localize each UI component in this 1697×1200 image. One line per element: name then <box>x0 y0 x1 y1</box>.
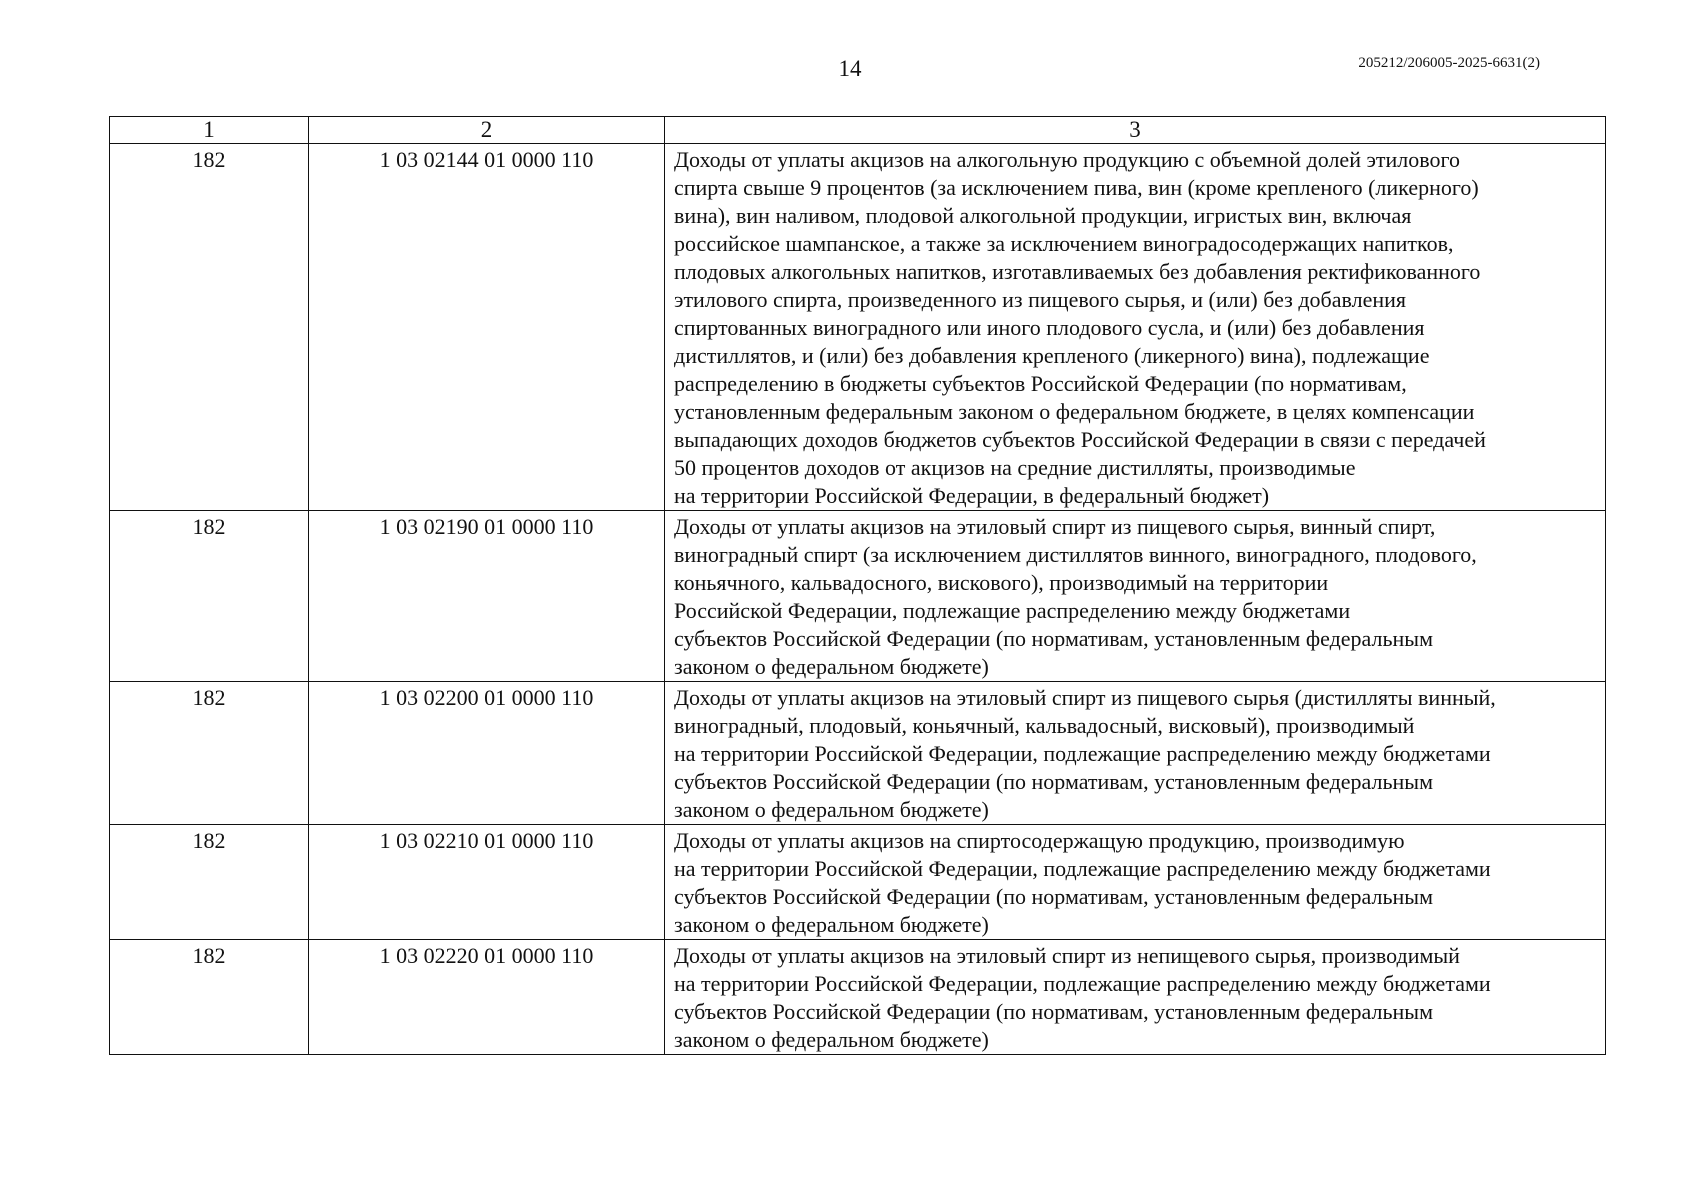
income-codes-table <box>109 116 1606 1055</box>
table-row <box>110 144 1606 511</box>
income-code-cell: 1 03 02190 01 0000 110 <box>309 511 665 682</box>
income-code-cell: 1 03 02210 01 0000 110 <box>309 825 665 940</box>
description-cell: Доходы от уплаты акцизов на этиловый спирт из пищевого сырья, винный спирт, виноградный спирт (за исключением дистиллятов винного, виноградного, плодового, коньячного, кальвадосного, вискового), производимый на территории Российской Федерации, подлежащие распределению между бюджетами субъектов Российской Федерации (по нормативам, установленным федеральным законом о федеральном бюджете) <box>665 511 1606 682</box>
admin-code-cell: 182 <box>110 825 309 940</box>
admin-code-cell: 182 <box>110 940 309 1055</box>
table-row <box>110 825 1606 940</box>
income-code-cell: 1 03 02220 01 0000 110 <box>309 940 665 1055</box>
admin-code-cell: 182 <box>110 511 309 682</box>
table-header-row <box>110 117 1606 144</box>
description-cell: Доходы от уплаты акцизов на алкогольную продукцию с объемной долей этилового спирта свыше 9 процентов (за исключением пива, вин (кроме крепленого (ликерного) вина), вин наливом, плодовой алкогольной продукции, игристых вин, включая российское шампанское, а также за исключением виноградосодержащих напитков, плодовых алкогольных напитков, изготавливаемых без добавления ректификованного этилового спирта, произведенного из пищевого сырья, и (или) без добавления спиртованных виноградного или иного плодового сусла, и (или) без добавления дистиллятов, и (или) без добавления крепленого (ликерного) вина), подлежащие распределению в бюджеты субъектов Российской Федерации (по нормативам, установленным федеральным законом о федеральном бюджете, в целях компенсации выпадающих доходов бюджетов субъектов Российской Федерации в связи с передачей 50 процентов доходов от акцизов на средние дистилляты, производимые на территории Российской Федерации, в федеральный бюджет) <box>665 144 1606 511</box>
description-cell: Доходы от уплаты акцизов на этиловый спирт из непищевого сырья, производимый на территории Российской Федерации, подлежащие распределению между бюджетами субъектов Российской Федерации (по нормативам, установленным федеральным законом о федеральном бюджете) <box>665 940 1606 1055</box>
column-header-3: 3 <box>665 117 1606 144</box>
description-cell: Доходы от уплаты акцизов на этиловый спирт из пищевого сырья (дистилляты винный, виноградный, плодовый, коньячный, кальвадосный, висковый), производимый на территории Российской Федерации, подлежащие распределению между бюджетами субъектов Российской Федерации (по нормативам, установленным федеральным законом о федеральном бюджете) <box>665 682 1606 825</box>
document-reference: 205212/206005-2025-6631(2) <box>1358 55 1540 71</box>
income-code-cell: 1 03 02144 01 0000 110 <box>309 144 665 511</box>
column-header-2: 2 <box>309 117 665 144</box>
description-cell: Доходы от уплаты акцизов на спиртосодержащую продукцию, производимую на территории Российской Федерации, подлежащие распределению между бюджетами субъектов Российской Федерации (по нормативам, установленным федеральным законом о федеральном бюджете) <box>665 825 1606 940</box>
table-row <box>110 682 1606 825</box>
table-row <box>110 511 1606 682</box>
admin-code-cell: 182 <box>110 144 309 511</box>
column-header-1: 1 <box>110 117 309 144</box>
table-row <box>110 940 1606 1055</box>
page-number: 14 <box>838 56 862 81</box>
income-code-cell: 1 03 02200 01 0000 110 <box>309 682 665 825</box>
admin-code-cell: 182 <box>110 682 309 825</box>
